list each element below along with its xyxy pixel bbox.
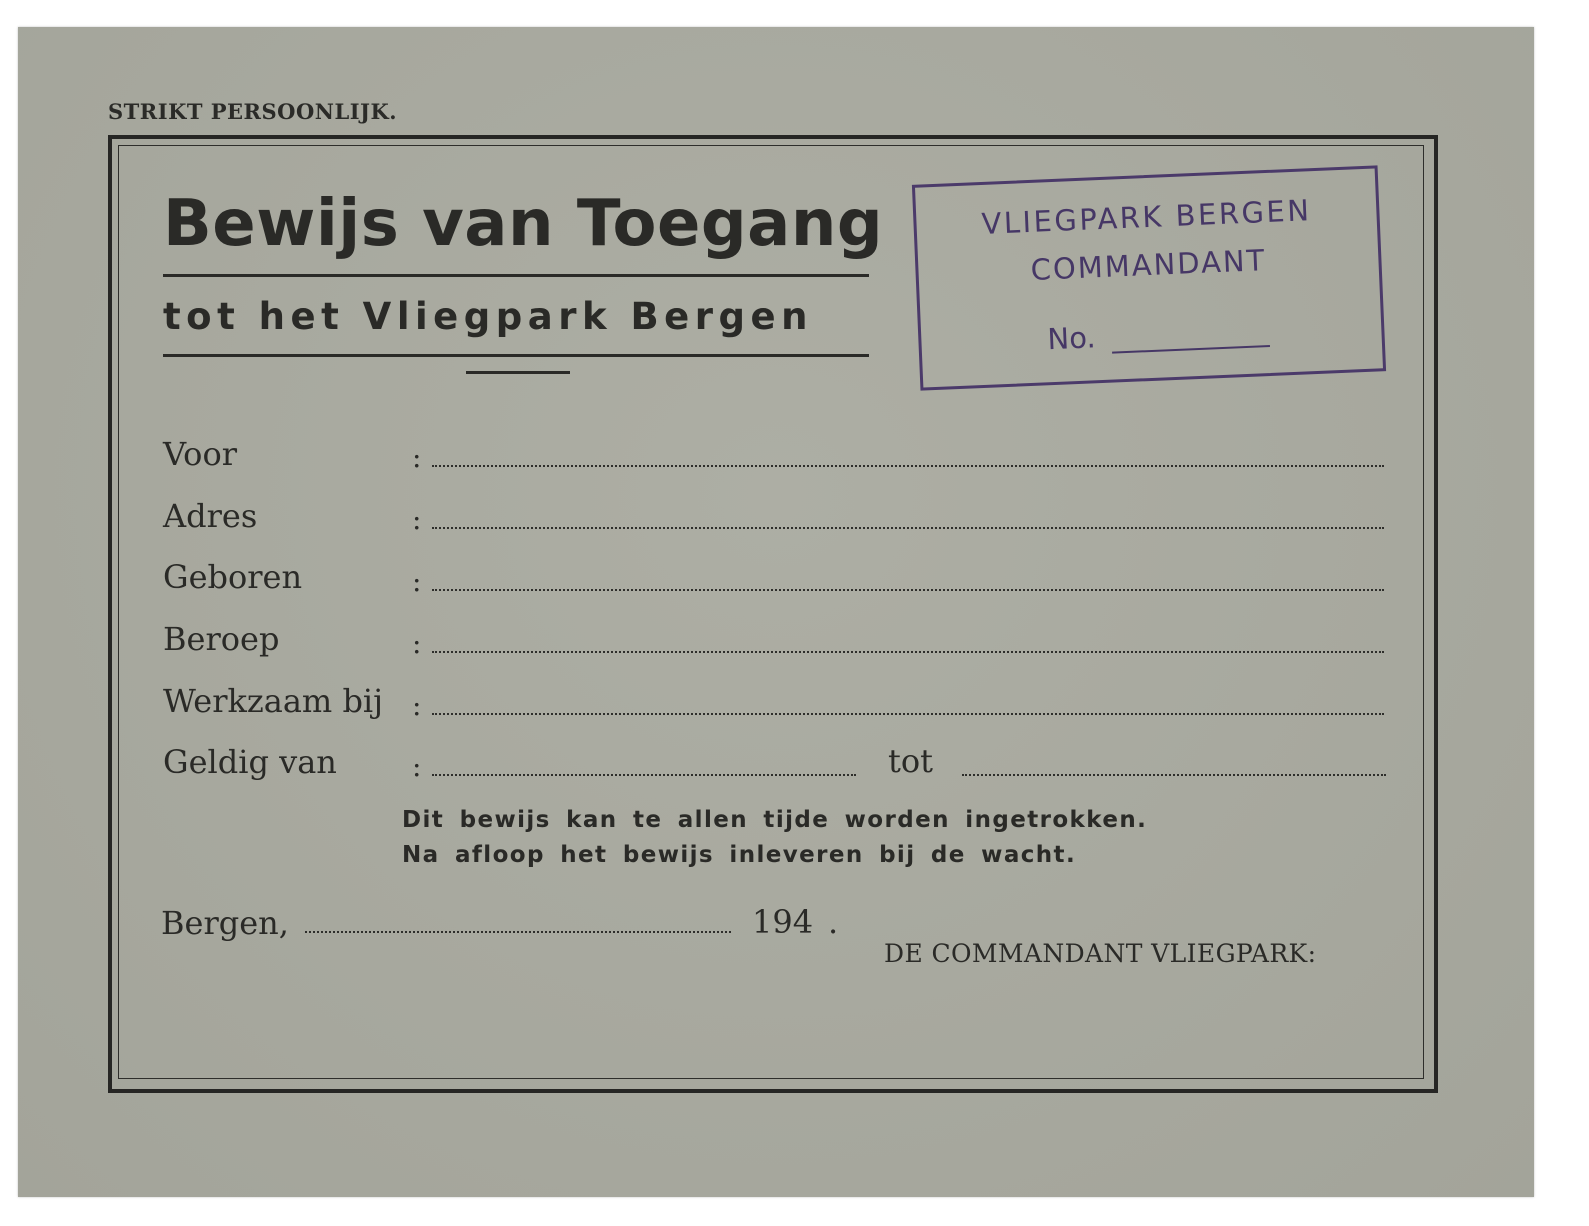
beroep-field[interactable] (432, 651, 1384, 653)
year-period: . (828, 903, 839, 941)
return-notice: Na afloop het bewijs inleveren bij de wacht. (402, 842, 1077, 868)
geboren-field[interactable] (432, 589, 1384, 591)
date-field[interactable] (305, 931, 731, 933)
stamp-number-field[interactable] (1112, 345, 1270, 354)
label-adres: Adres (163, 497, 258, 535)
label-geboren: Geboren (163, 558, 303, 596)
strictly-personal-note: STRIKT PERSOONLIJK. (108, 99, 398, 124)
stamp-number-label: No. (1046, 320, 1097, 357)
access-pass-card (18, 27, 1534, 1197)
commandant-signature-label: DE COMMANDANT VLIEGPARK: (884, 939, 1317, 968)
stamp-line-commandant: COMMANDANT (1029, 243, 1267, 287)
werkzaam-bij-field[interactable] (432, 713, 1384, 715)
label-geldig-van: Geldig van (163, 743, 337, 781)
colon: : (412, 503, 422, 536)
document-subtitle: tot het Vliegpark Bergen (163, 295, 813, 338)
voor-field[interactable] (432, 465, 1384, 467)
document-title: Bewijs van Toegang (163, 187, 884, 261)
label-tot: tot (888, 742, 933, 780)
geldig-van-field[interactable] (432, 774, 856, 776)
colon: : (412, 627, 422, 660)
colon: : (412, 689, 422, 722)
year-prefix: 194 (752, 903, 814, 941)
commandant-stamp (912, 165, 1386, 390)
subtitle-underline (163, 354, 869, 357)
revocation-notice: Dit bewijs kan te allen tijde worden ingetrokken. (402, 807, 1148, 833)
colon: : (412, 441, 422, 474)
colon: : (412, 750, 422, 783)
label-beroep: Beroep (163, 620, 280, 658)
colon: : (412, 565, 422, 598)
geldig-tot-field[interactable] (962, 774, 1386, 776)
label-werkzaam-bij: Werkzaam bij (163, 682, 384, 720)
label-voor: Voor (163, 435, 237, 473)
place-bergen: Bergen, (161, 904, 289, 942)
adres-field[interactable] (432, 527, 1384, 529)
stamp-line-vliegpark: VLIEGPARK BERGEN (980, 193, 1313, 241)
title-underline (163, 274, 869, 277)
short-divider (466, 371, 570, 374)
